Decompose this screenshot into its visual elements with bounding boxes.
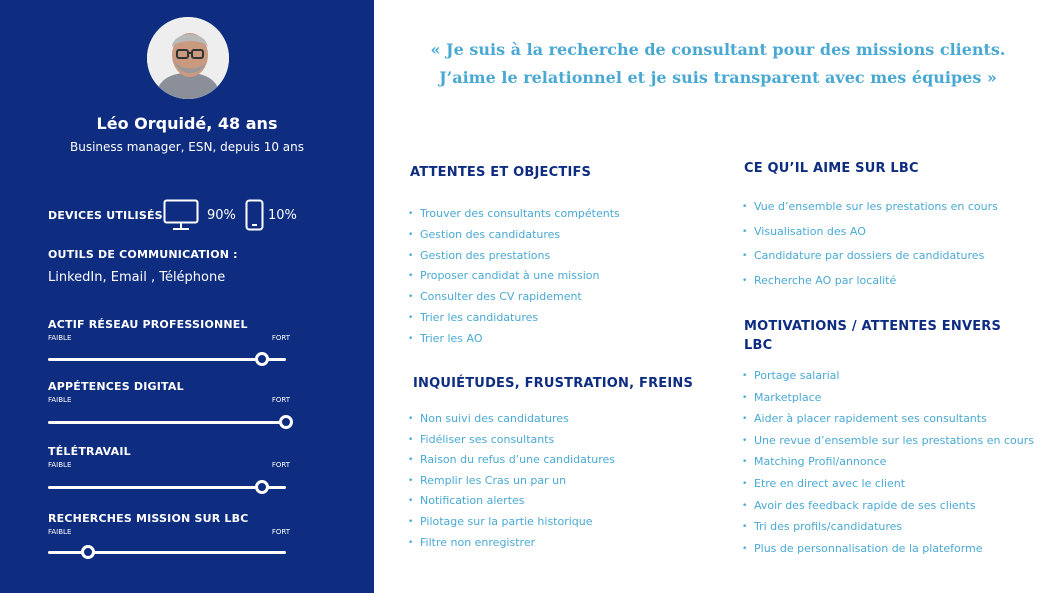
slider-title: APPÉTENCES DIGITAL (48, 380, 184, 393)
slider-high-label: FORT (271, 396, 290, 404)
list-item: • Trouver des consultants compétents (408, 207, 620, 228)
list-item: • Vue d’ensemble sur les prestations en cours (742, 200, 998, 225)
aime-list (742, 200, 998, 298)
avatar (147, 17, 229, 99)
slider-appetences-digital (48, 380, 290, 407)
list-item: • Aider à placer rapidement ses consultants (742, 412, 1034, 434)
slider-low-label: FAIBLE (48, 528, 72, 536)
motivations-title (744, 317, 1001, 355)
communication-label: OUTILS DE COMMUNICATION : (48, 248, 238, 261)
communication-value: LinkedIn, Email , Téléphone (48, 270, 226, 285)
list-item: • Notification alertes (408, 494, 615, 515)
list-item: • Trier les AO (408, 332, 620, 353)
motivations-title-line-2: LBC (744, 338, 773, 353)
list-item: • Proposer candidat à une mission (408, 269, 620, 290)
slider-recherches-mission (48, 512, 290, 539)
persona-role: Business manager, ESN, depuis 10 ans (69, 140, 305, 154)
list-item: • Tri des profils/candidatures (742, 520, 1034, 542)
slider-high-label: FORT (271, 334, 290, 342)
list-item: • Pilotage sur la partie historique (408, 515, 615, 536)
list-item: • Filtre non enregistrer (408, 536, 615, 557)
list-item: • Non suivi des candidatures (408, 412, 615, 433)
slider-low-label: FAIBLE (48, 461, 72, 469)
slider-knob[interactable] (255, 352, 269, 366)
list-item: • Trier les candidatures (408, 311, 620, 332)
list-item: • Une revue d’ensemble sur les prestations en cours (742, 434, 1034, 456)
quote-line-2: J’aime le relationnel et je suis transparent avec mes équipes » (439, 68, 997, 87)
list-item: • Candidature par dossiers de candidatures (742, 249, 998, 274)
devices-label: DEVICES UTILISÉS (48, 209, 163, 222)
slider-title: RECHERCHES MISSION SUR LBC (48, 512, 249, 525)
list-item: • Gestion des candidatures (408, 228, 620, 249)
motivations-list (742, 369, 1034, 563)
motivations-title-line-1: MOTIVATIONS / ATTENTES ENVERS (744, 319, 1002, 334)
slider-low-label: FAIBLE (48, 396, 72, 404)
slider-track (48, 358, 286, 361)
list-item: • Consulter des CV rapidement (408, 290, 620, 311)
attentes-list (408, 207, 620, 353)
slider-title: TÉLÉTRAVAIL (48, 445, 131, 458)
list-item: • Matching Profil/annonce (742, 455, 1034, 477)
list-item: • Gestion des prestations (408, 249, 620, 270)
list-item: • Plus de personnalisation de la plateforme (742, 542, 1034, 564)
slider-title: ACTIF RÉSEAU PROFESSIONNEL (48, 318, 248, 331)
list-item: • Etre en direct avec le client (742, 477, 1034, 499)
list-item: • Remplir les Cras un par un (408, 474, 615, 495)
attentes-title: ATTENTES ET OBJECTIFS (410, 165, 592, 180)
quote-line-1: « Je suis à la recherche de consultant pour des missions clients. (430, 40, 1006, 59)
list-item: • Fidéliser ses consultants (408, 433, 615, 454)
inquietudes-list (408, 412, 615, 556)
persona-panel (0, 0, 374, 593)
slider-knob[interactable] (81, 545, 95, 559)
slider-knob[interactable] (279, 415, 293, 429)
slider-low-label: FAIBLE (48, 334, 72, 342)
list-item: • Marketplace (742, 391, 1034, 413)
slider-actif-reseau (48, 318, 290, 345)
inquietudes-title: INQUIÉTUDES, FRUSTRATION, FREINS (413, 376, 694, 391)
list-item: • Visualisation des AO (742, 225, 998, 250)
slider-teletravail (48, 445, 290, 472)
list-item: • Avoir des feedback rapide de ses clients (742, 499, 1034, 521)
aime-title: CE QU’IL AIME SUR LBC (744, 161, 919, 176)
slider-track (48, 486, 286, 489)
desktop-percentage: 90% (207, 208, 236, 223)
slider-knob[interactable] (255, 480, 269, 494)
slider-track (48, 421, 286, 424)
monitor-icon (163, 199, 199, 231)
list-item: • Raison du refus d’une candidatures (408, 453, 615, 474)
list-item: • Portage salarial (742, 369, 1034, 391)
smartphone-icon (245, 199, 264, 231)
slider-high-label: FORT (271, 461, 290, 469)
persona-name: Léo Orquidé, 48 ans (96, 114, 278, 133)
list-item: • Recherche AO par localité (742, 274, 998, 299)
slider-high-label: FORT (271, 528, 290, 536)
mobile-percentage: 10% (268, 208, 297, 223)
persona-quote (400, 36, 1036, 92)
